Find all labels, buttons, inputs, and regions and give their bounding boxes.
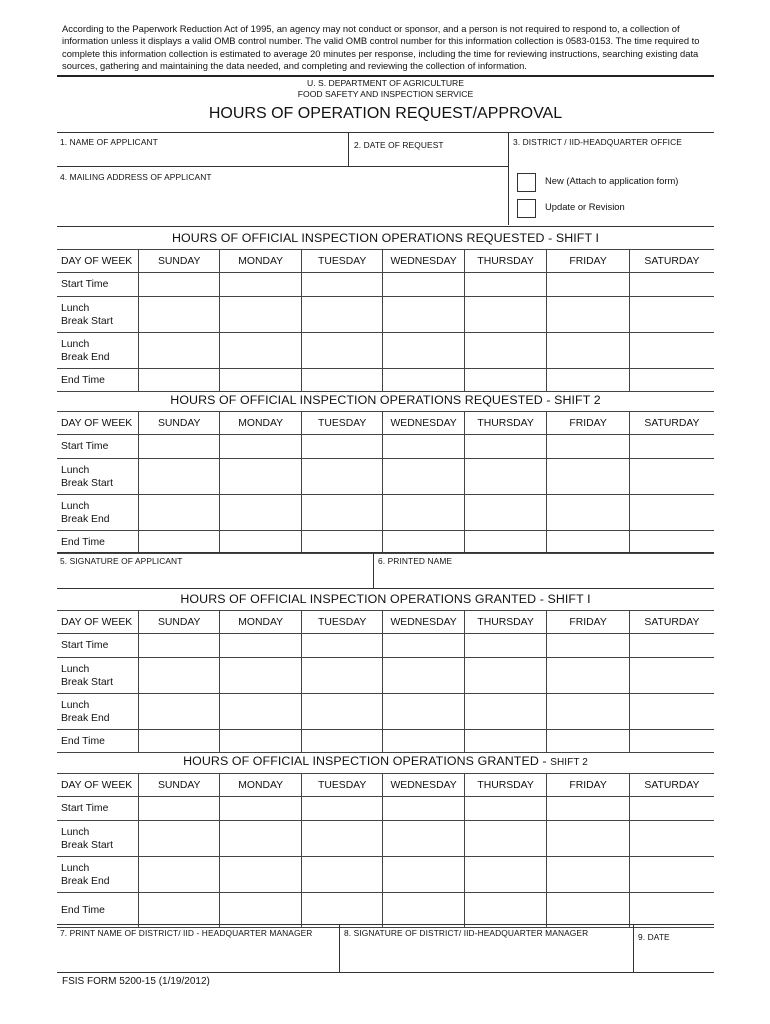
agency-service: FOOD SAFETY AND INSPECTION SERVICE [297,89,474,99]
day-header-saturday: SATURDAY [629,412,714,435]
row-label [57,435,138,459]
row-label-line-1: Lunch [61,699,90,711]
row-label-line-1: Lunch [61,663,90,675]
time-cell-monday[interactable] [220,797,301,821]
day-header-friday: FRIDAY [547,412,630,435]
day-header-thursday: THURSDAY [464,250,547,273]
day-header-sunday: SUNDAY [138,250,219,273]
time-cell-tuesday[interactable] [301,435,382,459]
day-header-monday: MONDAY [220,412,301,435]
time-cell-tuesday[interactable] [301,297,382,333]
time-cell-wednesday[interactable] [383,435,464,459]
lunch-break-end-row [57,495,714,531]
time-cell-sunday[interactable] [138,297,219,333]
day-header-thursday: THURSDAY [464,412,547,435]
time-cell-friday[interactable] [547,495,630,531]
time-cell-tuesday[interactable] [301,459,382,495]
lunch-break-start-row [57,459,714,495]
time-cell-tuesday[interactable] [301,369,382,392]
time-cell-friday[interactable] [547,730,630,753]
time-cell-friday[interactable] [547,857,630,893]
hours-table-requested-shift-1 [57,249,714,392]
time-cell-saturday[interactable] [629,459,714,495]
day-header-tuesday: TUESDAY [301,774,382,797]
section-rule [57,588,714,589]
day-of-week-header: DAY OF WEEK [57,774,138,797]
row-label-line-2: Break End [61,712,110,724]
time-cell-sunday[interactable] [138,694,219,730]
row-label-line-2: Break Start [61,315,113,327]
time-cell-tuesday[interactable] [301,658,382,694]
row-label [57,333,138,369]
footer-rule [57,972,714,973]
update-checkbox-label: Update or Revision [545,201,625,212]
row-label [57,495,138,531]
time-cell-wednesday[interactable] [383,273,464,297]
row-label [57,694,138,730]
district-office-field[interactable]: 3. DISTRICT / IID-HEADQUARTER OFFICE [513,137,682,147]
time-cell-sunday[interactable] [138,730,219,753]
time-cell-saturday[interactable] [629,531,714,554]
time-cell-monday[interactable] [220,821,301,857]
time-cell-sunday[interactable] [138,333,219,369]
form-number: FSIS FORM 5200-15 (1/19/2012) [62,976,210,987]
new-checkbox[interactable] [517,173,536,192]
day-header-thursday: THURSDAY [464,774,547,797]
time-cell-wednesday[interactable] [383,893,464,928]
time-cell-sunday[interactable] [138,821,219,857]
row-label-line-2: Break Start [61,477,113,489]
time-cell-monday[interactable] [220,459,301,495]
time-cell-saturday[interactable] [629,435,714,459]
end-time-row [57,893,714,928]
time-cell-thursday[interactable] [464,333,547,369]
time-cell-wednesday[interactable] [383,797,464,821]
time-cell-wednesday[interactable] [383,369,464,392]
row-label-line-1: End Time [61,735,105,747]
time-cell-thursday[interactable] [464,435,547,459]
info-top-rule [57,132,714,133]
time-cell-wednesday[interactable] [383,857,464,893]
date-field[interactable]: 9. DATE [638,932,670,942]
time-cell-friday[interactable] [547,797,630,821]
time-cell-saturday[interactable] [629,634,714,658]
start-time-row [57,435,714,459]
time-cell-tuesday[interactable] [301,495,382,531]
row-label [57,459,138,495]
day-header-friday: FRIDAY [547,250,630,273]
time-cell-thursday[interactable] [464,797,547,821]
day-header-wednesday: WEDNESDAY [383,611,464,634]
divider [348,132,349,166]
time-cell-saturday[interactable] [629,658,714,694]
row-label-line-2: Break Start [61,676,113,688]
hours-table-requested-shift-2 [57,411,714,554]
section-title-shift: SHIFT 2 [550,757,588,768]
row-label-line-1: Start Time [61,441,109,452]
day-header-friday: FRIDAY [547,774,630,797]
day-header-saturday: SATURDAY [629,611,714,634]
time-cell-sunday[interactable] [138,369,219,392]
header-rule [57,75,714,77]
day-header-tuesday: TUESDAY [301,611,382,634]
printed-name-field[interactable]: 6. PRINTED NAME [378,556,453,566]
time-cell-wednesday[interactable] [383,333,464,369]
time-cell-saturday[interactable] [629,821,714,857]
signature-manager-field[interactable]: 8. SIGNATURE OF DISTRICT/ IID-HEADQUARTER MANAGER [344,928,589,938]
lunch-break-end-row [57,694,714,730]
time-cell-friday[interactable] [547,459,630,495]
time-cell-thursday[interactable] [464,694,547,730]
time-cell-thursday[interactable] [464,297,547,333]
row-label [57,634,138,658]
time-cell-tuesday[interactable] [301,857,382,893]
section-rule [57,226,714,227]
time-cell-monday[interactable] [220,634,301,658]
row-label [57,297,138,333]
time-cell-friday[interactable] [547,531,630,554]
time-cell-monday[interactable] [220,297,301,333]
row-label-line-1: End Time [61,536,105,548]
day-header-wednesday: WEDNESDAY [383,774,464,797]
time-cell-wednesday[interactable] [383,658,464,694]
time-cell-sunday[interactable] [138,797,219,821]
row-label [57,797,138,821]
row-label [57,273,138,297]
section-title-requested-shift-2: HOURS OF OFFICIAL INSPECTION OPERATIONS REQUESTED - SHIFT 2 [170,393,601,407]
time-cell-tuesday[interactable] [301,821,382,857]
time-cell-monday[interactable] [220,730,301,753]
update-checkbox[interactable] [517,199,536,218]
divider [57,924,714,925]
row-label-line-2: Break End [61,351,110,363]
day-header-sunday: SUNDAY [138,611,219,634]
time-cell-monday[interactable] [220,435,301,459]
day-header-sunday: SUNDAY [138,412,219,435]
time-cell-thursday[interactable] [464,821,547,857]
time-cell-sunday[interactable] [138,857,219,893]
day-header-wednesday: WEDNESDAY [383,250,464,273]
section-title-text: HOURS OF OFFICIAL INSPECTION OPERATIONS GRANTED - [183,754,551,768]
paperwork-notice: According to the Paperwork Reduction Act of 1995, an agency may not conduct or sponsor, and a person is not required to respond to, a collection of information unless it displays a valid OMB control number. The valid OMB control number for this information collection is 0583-0153. The time required to complete this information collection is estimated to average 20 minutes per response, including the time for reviewing instructions, searching existing data sources, gathering and maintaining the data needed, and completing and reviewing the collection of information. [62,23,700,72]
time-cell-monday[interactable] [220,495,301,531]
day-of-week-header: DAY OF WEEK [57,250,138,273]
time-cell-monday[interactable] [220,893,301,928]
divider [57,166,508,167]
time-cell-friday[interactable] [547,333,630,369]
time-cell-thursday[interactable] [464,893,547,928]
time-cell-wednesday[interactable] [383,495,464,531]
time-cell-sunday[interactable] [138,531,219,554]
lunch-break-start-row [57,297,714,333]
day-header-wednesday: WEDNESDAY [383,412,464,435]
date-of-request-field[interactable]: 2. DATE OF REQUEST [354,140,444,150]
time-cell-friday[interactable] [547,658,630,694]
day-header-friday: FRIDAY [547,611,630,634]
end-time-row [57,369,714,392]
time-cell-friday[interactable] [547,821,630,857]
time-cell-wednesday[interactable] [383,694,464,730]
day-header-monday: MONDAY [220,611,301,634]
time-cell-thursday[interactable] [464,459,547,495]
day-of-week-header: DAY OF WEEK [57,611,138,634]
time-cell-wednesday[interactable] [383,821,464,857]
day-header-row [57,250,714,273]
time-cell-tuesday[interactable] [301,273,382,297]
start-time-row [57,634,714,658]
time-cell-saturday[interactable] [629,495,714,531]
day-header-tuesday: TUESDAY [301,412,382,435]
time-cell-monday[interactable] [220,369,301,392]
row-label-line-1: End Time [61,374,105,386]
time-cell-tuesday[interactable] [301,634,382,658]
agency-department: U. S. DEPARTMENT OF AGRICULTURE [307,78,464,88]
day-header-sunday: SUNDAY [138,774,219,797]
time-cell-monday[interactable] [220,531,301,554]
day-header-row [57,611,714,634]
time-cell-saturday[interactable] [629,730,714,753]
row-label-line-1: Lunch [61,500,90,512]
time-cell-wednesday[interactable] [383,459,464,495]
section-title-granted-shift-1: HOURS OF OFFICIAL INSPECTION OPERATIONS GRANTED - SHIFT I [180,592,591,606]
time-cell-sunday[interactable] [138,658,219,694]
section-title-granted-shift-2 [57,754,714,768]
time-cell-monday[interactable] [220,333,301,369]
row-label-line-1: Lunch [61,862,90,874]
time-cell-thursday[interactable] [464,369,547,392]
time-cell-tuesday[interactable] [301,531,382,554]
time-cell-friday[interactable] [547,634,630,658]
day-header-monday: MONDAY [220,774,301,797]
row-label-line-1: Lunch [61,826,90,838]
day-header-saturday: SATURDAY [629,250,714,273]
row-label-line-1: Start Time [61,803,109,814]
day-header-row [57,412,714,435]
signature-applicant-field[interactable]: 5. SIGNATURE OF APPLICANT [60,556,183,566]
row-label [57,893,138,928]
time-cell-friday[interactable] [547,694,630,730]
time-cell-tuesday[interactable] [301,797,382,821]
row-label-line-1: End Time [61,904,105,916]
row-label [57,821,138,857]
row-label-line-2: Break Start [61,839,113,851]
time-cell-saturday[interactable] [629,297,714,333]
time-cell-saturday[interactable] [629,797,714,821]
time-cell-sunday[interactable] [138,634,219,658]
hours-table-granted-shift-1 [57,610,714,753]
time-cell-sunday[interactable] [138,435,219,459]
row-label-line-1: Start Time [61,640,109,651]
time-cell-thursday[interactable] [464,634,547,658]
row-label [57,658,138,694]
divider [373,552,374,588]
time-cell-thursday[interactable] [464,658,547,694]
day-of-week-header: DAY OF WEEK [57,412,138,435]
row-label [57,531,138,554]
time-cell-thursday[interactable] [464,730,547,753]
form-title: HOURS OF OPERATION REQUEST/APPROVAL [208,105,563,122]
row-label-line-2: Break End [61,875,110,887]
time-cell-saturday[interactable] [629,273,714,297]
lunch-break-start-row [57,821,714,857]
name-of-applicant-field[interactable]: 1. NAME OF APPLICANT [60,137,158,147]
time-cell-thursday[interactable] [464,495,547,531]
time-cell-saturday[interactable] [629,369,714,392]
time-cell-saturday[interactable] [629,857,714,893]
time-cell-saturday[interactable] [629,893,714,928]
row-label-line-1: Lunch [61,338,90,350]
start-time-row [57,797,714,821]
time-cell-sunday[interactable] [138,495,219,531]
time-cell-tuesday[interactable] [301,893,382,928]
time-cell-wednesday[interactable] [383,531,464,554]
divider [508,132,509,225]
row-label [57,857,138,893]
time-cell-friday[interactable] [547,435,630,459]
time-cell-sunday[interactable] [138,893,219,928]
time-cell-wednesday[interactable] [383,634,464,658]
time-cell-wednesday[interactable] [383,297,464,333]
row-label-line-1: Start Time [61,279,109,290]
row-label [57,369,138,392]
time-cell-saturday[interactable] [629,694,714,730]
time-cell-sunday[interactable] [138,459,219,495]
day-header-thursday: THURSDAY [464,611,547,634]
time-cell-monday[interactable] [220,857,301,893]
time-cell-friday[interactable] [547,297,630,333]
print-name-manager-field[interactable]: 7. PRINT NAME OF DISTRICT/ IID - HEADQUARTER MANAGER [60,928,313,938]
day-header-monday: MONDAY [220,250,301,273]
row-label-line-1: Lunch [61,464,90,476]
section-title-requested-shift-1: HOURS OF OFFICIAL INSPECTION OPERATIONS REQUESTED - SHIFT I [172,231,599,245]
time-cell-tuesday[interactable] [301,730,382,753]
time-cell-thursday[interactable] [464,531,547,554]
end-time-row [57,730,714,753]
time-cell-wednesday[interactable] [383,730,464,753]
divider [633,924,634,972]
time-cell-thursday[interactable] [464,857,547,893]
time-cell-thursday[interactable] [464,273,547,297]
time-cell-friday[interactable] [547,273,630,297]
time-cell-friday[interactable] [547,893,630,928]
time-cell-monday[interactable] [220,694,301,730]
lunch-break-start-row [57,658,714,694]
time-cell-saturday[interactable] [629,333,714,369]
day-header-saturday: SATURDAY [629,774,714,797]
time-cell-friday[interactable] [547,369,630,392]
lunch-break-end-row [57,333,714,369]
time-cell-tuesday[interactable] [301,694,382,730]
new-checkbox-label: New (Attach to application form) [545,175,679,186]
lunch-break-end-row [57,857,714,893]
divider [57,552,714,553]
day-header-row [57,774,714,797]
time-cell-monday[interactable] [220,273,301,297]
day-header-tuesday: TUESDAY [301,250,382,273]
divider [339,924,340,972]
row-label-line-1: Lunch [61,302,90,314]
row-label [57,730,138,753]
start-time-row [57,273,714,297]
mailing-address-field[interactable]: 4. MAILING ADDRESS OF APPLICANT [60,172,212,182]
time-cell-sunday[interactable] [138,273,219,297]
hours-table-granted-shift-2 [57,773,714,928]
row-label-line-2: Break End [61,513,110,525]
end-time-row [57,531,714,554]
time-cell-tuesday[interactable] [301,333,382,369]
time-cell-monday[interactable] [220,658,301,694]
